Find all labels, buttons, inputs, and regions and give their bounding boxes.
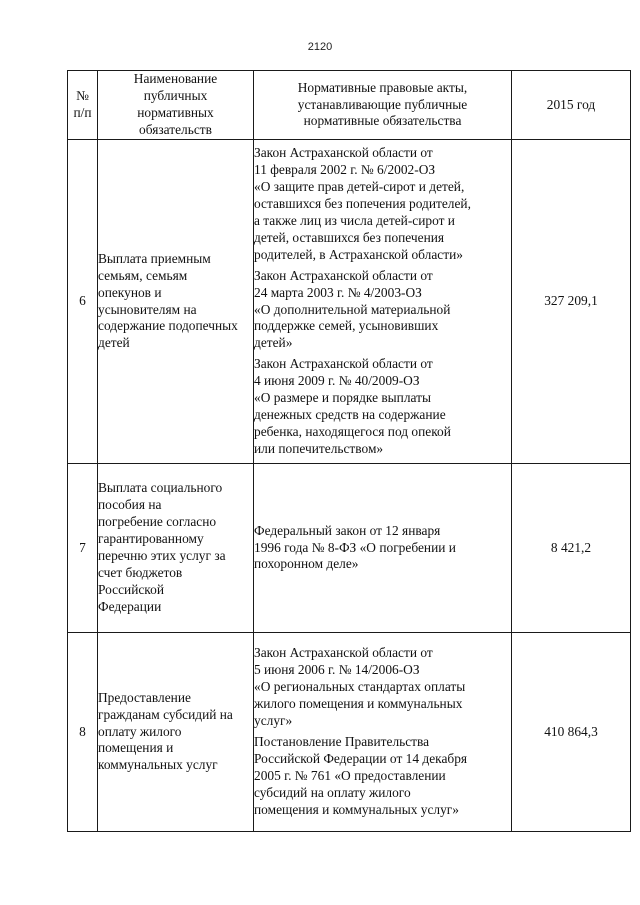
page-number: 2120 [307,41,333,53]
header-name: Наименование публичных нормативных обязательств [98,71,254,140]
obligation-name: Выплата социального пособия на погребение согласно гарантированному перечню этих услуг за счет бюджетов Российской Федерации [98,464,254,633]
row-number: 7 [68,464,98,633]
legal-act: Закон Астраханской области от 24 марта 2003 г. № 4/2003-ОЗ «О дополнительной материальной поддержке семей, усыновивших детей» [254,267,451,351]
obligation-name: Выплата приемным семьям, семьям опекунов и усыновителям на содержание подопечных детей [98,140,254,464]
legal-act: Закон Астраханской области от 5 июня 2006 г. № 14/2006-ОЗ «О региональных стандартах оплаты жилого помещения и коммунальных услуг» [254,645,466,729]
row-number: 6 [68,140,98,464]
legal-acts [254,633,512,832]
legal-acts [254,140,512,464]
amount-2015: 327 209,1 [512,140,631,464]
header-acts: Нормативные правовые акты, устанавливающие публичные нормативные обязательства [254,71,512,140]
table-row [68,140,631,464]
table-header-row [68,71,631,140]
amount-2015: 410 864,3 [512,633,631,832]
legal-act: Закон Астраханской области от 11 февраля 2002 г. № 6/2002-ОЗ «О защите прав детей-сирот и детей, оставшихся без попечения родителей, а также лиц из числа детей-сирот и детей, оставшихся без попечения родителей, в Астраханской области» [254,145,471,262]
obligations-table [67,70,631,832]
header-year: 2015 год [512,71,631,140]
legal-act: Закон Астраханской области от 4 июня 2009 г. № 40/2009-ОЗ «О размере и порядке выплаты денежных средств на содержание ребенка, находящегося под опекой или попечительством» [254,356,451,456]
table-row [68,464,631,633]
obligation-name: Предоставление гражданам субсидий на оплату жилого помещения и коммунальных услуг [98,633,254,832]
legal-act: Федеральный закон от 12 января 1996 года № 8-ФЗ «О погребении и похоронном деле» [254,522,456,572]
legal-acts [254,464,512,633]
table-row [68,633,631,832]
legal-act: Постановление Правительства Российской Федерации от 14 декабря 2005 г. № 761 «О предоставлении субсидий на оплату жилого помещения и коммунальных услуг» [254,734,468,817]
header-number: № п/п [68,71,98,140]
amount-2015: 8 421,2 [512,464,631,633]
row-number: 8 [68,633,98,832]
